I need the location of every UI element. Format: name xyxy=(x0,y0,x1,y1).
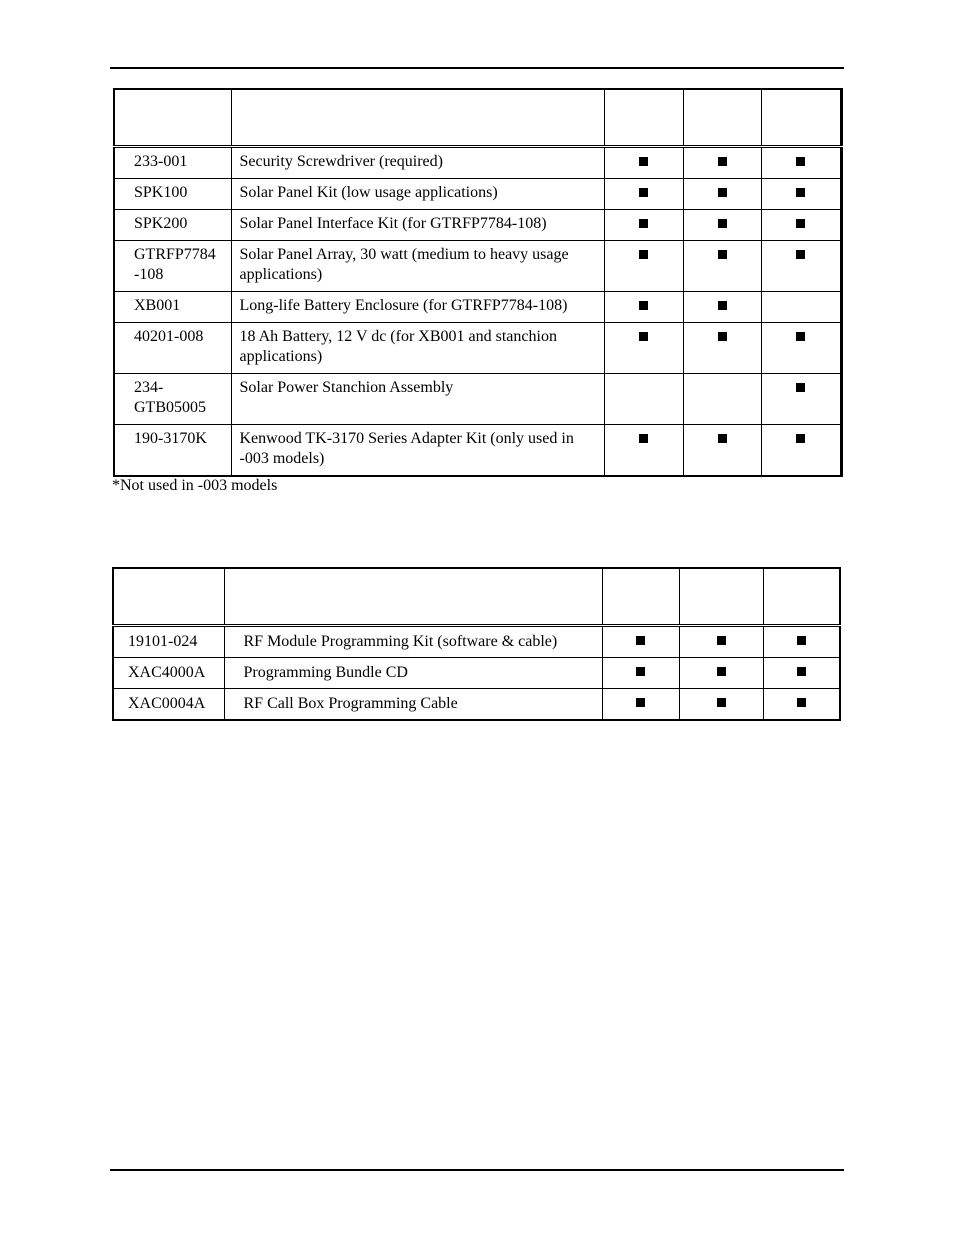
square-bullet-icon xyxy=(717,636,726,645)
square-bullet-icon xyxy=(797,636,806,645)
part-number: 19101-024 xyxy=(113,626,224,658)
square-bullet-icon xyxy=(717,698,726,707)
part-number: XB001 xyxy=(114,292,231,323)
table-row xyxy=(114,210,841,241)
mark-cell xyxy=(683,292,761,323)
header-rule xyxy=(110,67,844,69)
mark-cell xyxy=(604,147,683,179)
square-bullet-icon xyxy=(718,157,727,166)
mark-cell xyxy=(763,626,840,658)
table-row xyxy=(114,374,841,425)
accessories-table xyxy=(113,88,843,477)
square-bullet-icon xyxy=(639,250,648,259)
mark-cell xyxy=(602,658,679,689)
part-number: 234- GTB05005 xyxy=(114,374,231,425)
square-bullet-icon xyxy=(796,188,805,197)
part-description: Long-life Battery Enclosure (for GTRFP7784-108) xyxy=(231,292,604,323)
part-description: RF Module Programming Kit (software & cable) xyxy=(224,626,602,658)
square-bullet-icon xyxy=(718,219,727,228)
header-cell xyxy=(113,568,224,626)
square-bullet-icon xyxy=(639,332,648,341)
header-cell xyxy=(761,89,841,147)
table-header-row xyxy=(114,89,841,147)
table-row xyxy=(114,425,841,477)
square-bullet-icon xyxy=(796,434,805,443)
square-bullet-icon xyxy=(636,698,645,707)
mark-cell xyxy=(683,425,761,477)
table-header-row xyxy=(113,568,840,626)
table-footnote: *Not used in -003 models xyxy=(112,477,278,494)
square-bullet-icon xyxy=(718,332,727,341)
table-row xyxy=(113,689,840,721)
header-cell xyxy=(763,568,840,626)
mark-cell xyxy=(763,658,840,689)
square-bullet-icon xyxy=(797,698,806,707)
part-description: Programming Bundle CD xyxy=(224,658,602,689)
header-cell xyxy=(224,568,602,626)
square-bullet-icon xyxy=(639,188,648,197)
mark-cell xyxy=(683,147,761,179)
part-description: Kenwood TK-3170 Series Adapter Kit (only used in -003 models) xyxy=(231,425,604,477)
square-bullet-icon xyxy=(639,157,648,166)
square-bullet-icon xyxy=(797,667,806,676)
square-bullet-icon xyxy=(796,219,805,228)
part-description: Solar Panel Interface Kit (for GTRFP7784-108) xyxy=(231,210,604,241)
mark-cell xyxy=(763,689,840,721)
part-description: Solar Panel Array, 30 watt (medium to heavy usage applications) xyxy=(231,241,604,292)
header-cell xyxy=(114,89,231,147)
mark-cell xyxy=(683,210,761,241)
mark-cell xyxy=(679,658,763,689)
mark-cell xyxy=(761,323,841,374)
mark-cell xyxy=(761,425,841,477)
mark-cell xyxy=(679,626,763,658)
square-bullet-icon xyxy=(636,636,645,645)
header-cell xyxy=(683,89,761,147)
header-cell xyxy=(231,89,604,147)
header-cell xyxy=(679,568,763,626)
part-number: 233-001 xyxy=(114,147,231,179)
part-description: Solar Panel Kit (low usage applications) xyxy=(231,179,604,210)
mark-cell xyxy=(679,689,763,721)
square-bullet-icon xyxy=(796,383,805,392)
square-bullet-icon xyxy=(717,667,726,676)
mark-cell xyxy=(604,425,683,477)
mark-cell xyxy=(683,323,761,374)
footer-rule xyxy=(110,1169,844,1171)
mark-cell xyxy=(683,374,761,425)
mark-cell xyxy=(761,179,841,210)
mark-cell xyxy=(761,241,841,292)
mark-cell xyxy=(604,241,683,292)
square-bullet-icon xyxy=(718,188,727,197)
part-description: RF Call Box Programming Cable xyxy=(224,689,602,721)
square-bullet-icon xyxy=(636,667,645,676)
square-bullet-icon xyxy=(639,219,648,228)
square-bullet-icon xyxy=(796,157,805,166)
part-number: SPK100 xyxy=(114,179,231,210)
mark-cell xyxy=(604,179,683,210)
square-bullet-icon xyxy=(639,434,648,443)
mark-cell xyxy=(761,374,841,425)
table-row xyxy=(114,292,841,323)
programming-table xyxy=(112,567,841,721)
part-description: 18 Ah Battery, 12 V dc (for XB001 and stanchion applications) xyxy=(231,323,604,374)
table-row xyxy=(114,323,841,374)
mark-cell xyxy=(683,179,761,210)
square-bullet-icon xyxy=(796,250,805,259)
part-number: XAC4000A xyxy=(113,658,224,689)
part-number: SPK200 xyxy=(114,210,231,241)
header-cell xyxy=(604,89,683,147)
mark-cell xyxy=(604,210,683,241)
square-bullet-icon xyxy=(718,301,727,310)
mark-cell xyxy=(761,147,841,179)
part-number: GTRFP7784 -108 xyxy=(114,241,231,292)
square-bullet-icon xyxy=(718,250,727,259)
mark-cell xyxy=(604,292,683,323)
mark-cell xyxy=(602,626,679,658)
square-bullet-icon xyxy=(718,434,727,443)
mark-cell xyxy=(604,374,683,425)
part-description: Security Screwdriver (required) xyxy=(231,147,604,179)
table-row xyxy=(114,241,841,292)
header-cell xyxy=(602,568,679,626)
square-bullet-icon xyxy=(639,301,648,310)
part-number: 40201-008 xyxy=(114,323,231,374)
table-row xyxy=(113,626,840,658)
part-number: 190-3170K xyxy=(114,425,231,477)
part-number: XAC0004A xyxy=(113,689,224,721)
mark-cell xyxy=(604,323,683,374)
table-row xyxy=(114,147,841,179)
mark-cell xyxy=(761,210,841,241)
part-description: Solar Power Stanchion Assembly xyxy=(231,374,604,425)
mark-cell xyxy=(761,292,841,323)
mark-cell xyxy=(602,689,679,721)
mark-cell xyxy=(683,241,761,292)
square-bullet-icon xyxy=(796,332,805,341)
table-row xyxy=(113,658,840,689)
table-row xyxy=(114,179,841,210)
